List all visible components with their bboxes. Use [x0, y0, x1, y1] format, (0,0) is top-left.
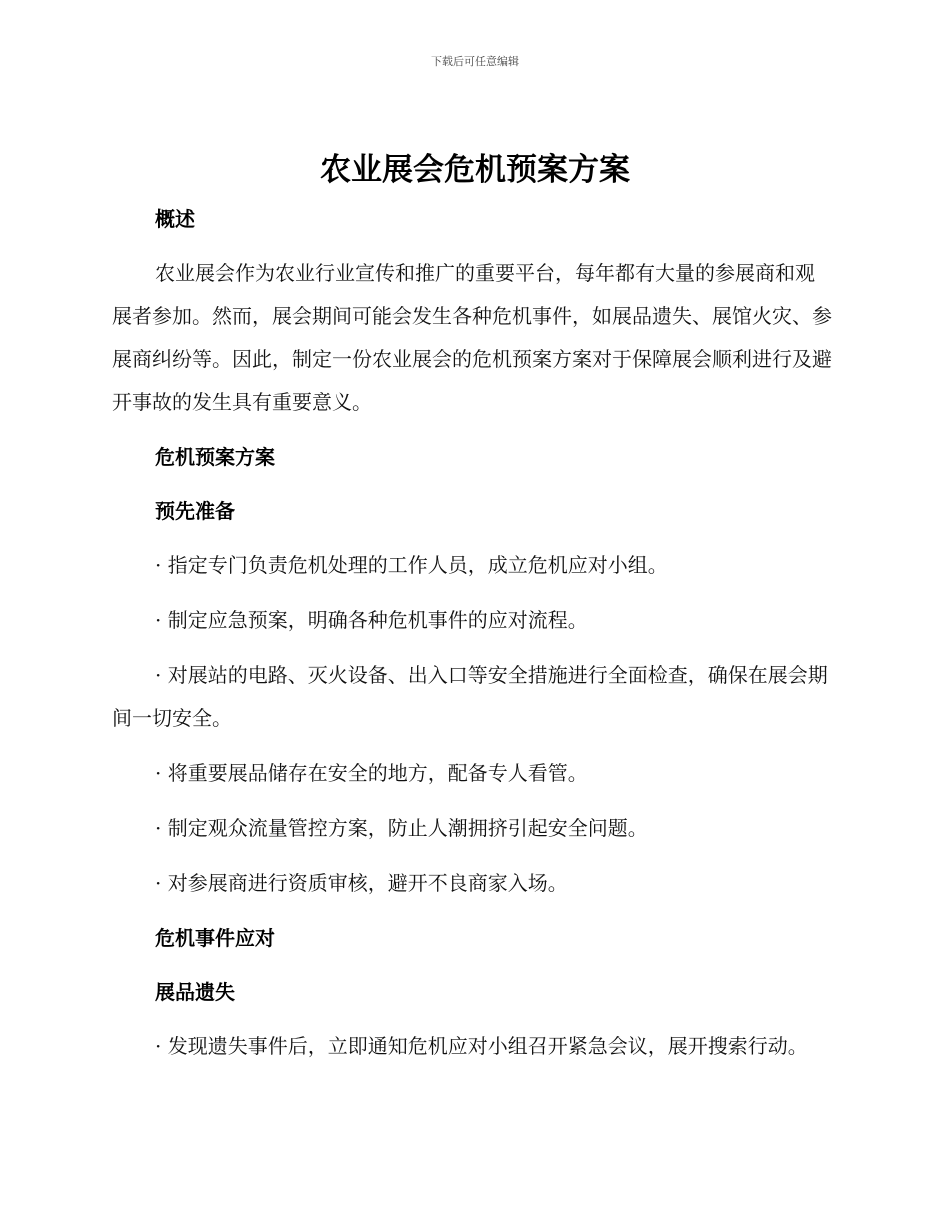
list-item: · 对展站的电路、灭火设备、出入口等安全措施进行全面检查，确保在展会期间一切安全。 — [112, 663, 828, 730]
list-item: · 对参展商进行资质审核，避开不良商家入场。 — [155, 871, 568, 895]
list-item: · 指定专门负责危机处理的工作人员，成立危机应对小组。 — [155, 553, 668, 577]
section-heading-response: 危机事件应对 — [155, 926, 275, 950]
overview-paragraph: 农业展会作为农业行业宣传和推广的重要平台，每年都有大量的参展商和观展者参加。然而，展会期间可能会发生各种危机事件，如展品遗失、展馆火灾、参展商纠纷等。因此，制定一份农业展会的危机预案方案对于保障展会顺利进行及避开事故的发生具有重要意义。 — [112, 261, 832, 414]
document-title: 农业展会危机预案方案 — [320, 152, 630, 188]
section-heading-overview: 概述 — [155, 207, 195, 231]
list-item: · 将重要展品储存在安全的地方，配备专人看管。 — [155, 761, 588, 785]
document-body — [112, 198, 834, 1068]
list-item: · 发现遗失事件后，立即通知危机应对小组召开紧急会议，展开搜索行动。 — [155, 1034, 808, 1058]
header-note: 下载后可任意编辑 — [431, 55, 519, 68]
list-item: · 制定观众流量管控方案，防止人潮拥挤引起安全问题。 — [155, 816, 648, 840]
section-heading-plan: 危机预案方案 — [155, 445, 275, 469]
section-heading-preparation: 预先准备 — [155, 499, 235, 523]
list-item: · 制定应急预案，明确各种危机事件的应对流程。 — [155, 608, 588, 632]
section-heading-lost-items: 展品遗失 — [155, 980, 235, 1004]
